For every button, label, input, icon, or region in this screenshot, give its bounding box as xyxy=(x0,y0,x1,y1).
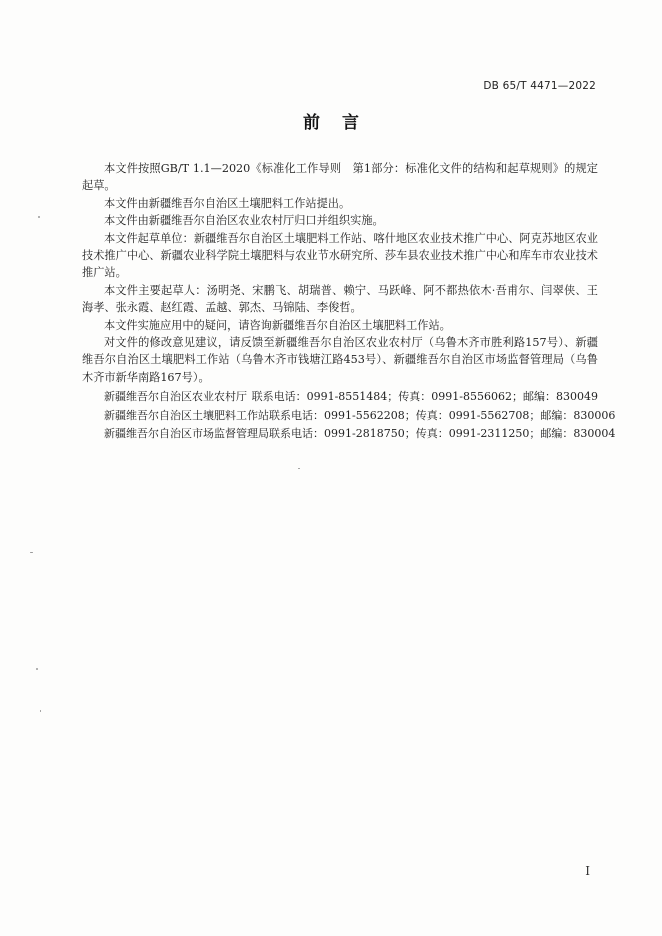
paragraph-drafting-units: 本文件起草单位：新疆维吾尔自治区土壤肥料工作站、喀什地区农业技术推广中心、阿克苏地区农业技术推广中心、新疆农业科学院土壤肥料与农业节水研究所、莎车县农业技术推广中心和库车市农业技术推广站。 xyxy=(82,231,598,280)
scan-speck xyxy=(36,668,38,670)
foreword-body xyxy=(82,160,616,444)
contact-row xyxy=(82,388,598,407)
contact-details: 联系电话：0991-8551484；传真：0991-8556062；邮编：830049 xyxy=(251,390,598,404)
scan-speck xyxy=(30,552,33,553)
contact-row xyxy=(82,407,616,426)
contact-organization: 新疆维吾尔自治区市场监督管理局 xyxy=(104,427,269,441)
paragraph-feedback: 对文件的修改意见建议，请反馈至新疆维吾尔自治区农业农村厅（乌鲁木齐市胜利路157号）、新疆维吾尔自治区土壤肥料工作站（乌鲁木齐市钱塘江路453号）、新疆维吾尔自治区市场监督管理局（乌鲁木齐市新华南路167号）。 xyxy=(82,336,598,384)
scan-speck xyxy=(40,710,41,712)
paragraph-proposed-by: 本文件由新疆维吾尔自治区土壤肥料工作站提出。 xyxy=(104,196,351,210)
scan-speck xyxy=(38,216,40,218)
contact-list xyxy=(82,388,616,444)
contact-organization: 新疆维吾尔自治区土壤肥料工作站 xyxy=(104,408,269,422)
paragraph-inquiries: 本文件实施应用中的疑问，请咨询新疆维吾尔自治区土壤肥料工作站。 xyxy=(104,318,451,332)
paragraph-drafting-rules: 本文件按照GB/T 1.1—2020《标准化工作导则 第1部分：标准化文件的结构和起草规则》的规定起草。 xyxy=(82,162,598,193)
contact-row xyxy=(82,425,616,444)
scan-speck xyxy=(298,468,300,469)
contact-details: 联系电话：0991-5562208；传真：0991-5562708；邮编：830006 xyxy=(269,408,616,422)
paragraph-drafters: 本文件主要起草人：汤明尧、宋鹏飞、胡瑞普、赖宁、马跃峰、阿不都热依木·吾甫尔、闫翠侠、王海孝、张永霞、赵红霞、孟越、郭杰、马锦陆、李俊哲。 xyxy=(82,283,598,315)
page-title: 前言 xyxy=(303,113,381,133)
paragraph-administered-by: 本文件由新疆维吾尔自治区农业农村厅归口并组织实施。 xyxy=(104,214,384,228)
contact-organization: 新疆维吾尔自治区农业农村厅 xyxy=(104,390,247,404)
page-number: I xyxy=(585,864,590,878)
document-number: DB 65/T 4471—2022 xyxy=(483,80,596,92)
contact-details: 联系电话：0991-2818750；传真：0991-2311250；邮编：830004 xyxy=(269,427,616,441)
